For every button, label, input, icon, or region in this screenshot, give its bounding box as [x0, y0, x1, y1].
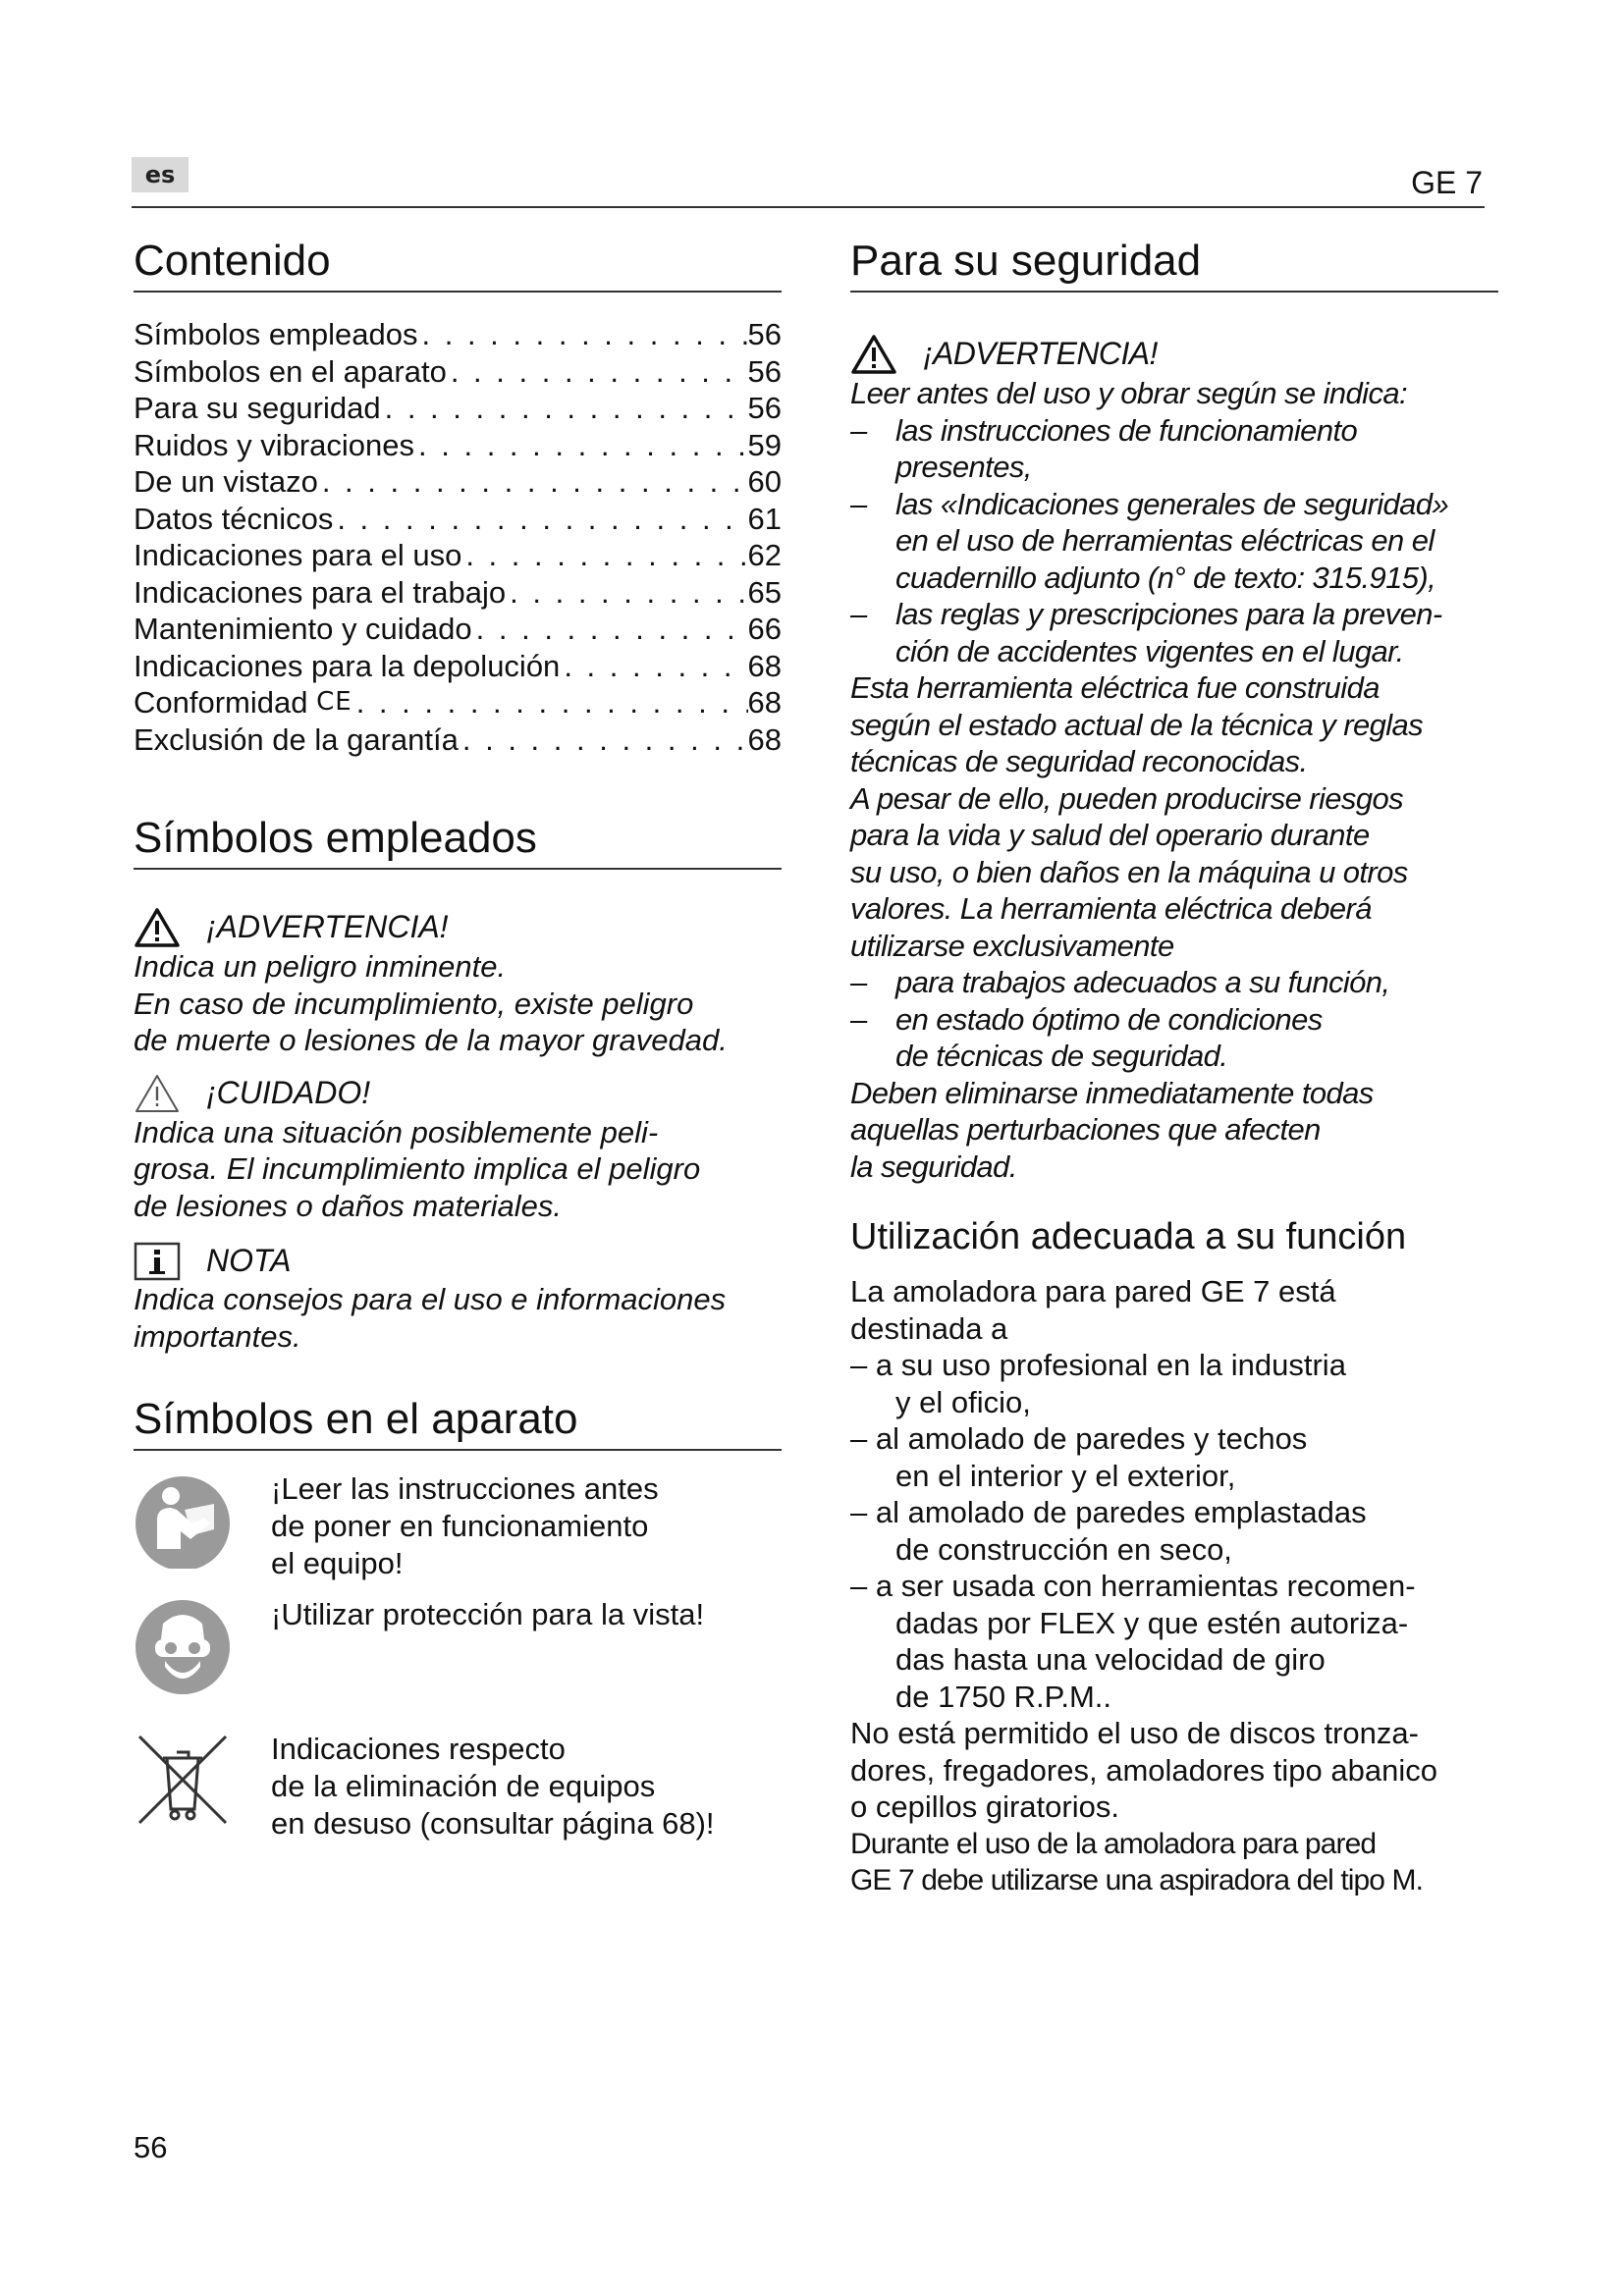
toc-entry[interactable]: De un vistazo . . . 60 [134, 463, 782, 501]
caution-heading: ¡CUIDADO! [206, 1074, 371, 1110]
note-line: importantes. [134, 1318, 301, 1354]
not-allowed-line: dores, fregadores, amoladores tipo abanico [850, 1752, 1437, 1788]
list-item: – al amolado de paredes y techos en el interior y el exterior, [850, 1421, 1308, 1493]
caution-triangle-icon [134, 1073, 181, 1114]
toc-entry[interactable]: Símbolos empleados . . . 56 [134, 316, 782, 353]
safety-section [850, 334, 1498, 1185]
header-divider [132, 206, 1485, 208]
device-symbol-text: el equipo! [271, 1546, 404, 1580]
caution-line: de lesiones o daños materiales. [134, 1188, 562, 1223]
safety-warning-heading: ¡ADVERTENCIA! [923, 336, 1158, 372]
not-allowed-line: o cepillos giratorios. [850, 1789, 1119, 1824]
eye-protection-icon [134, 1596, 232, 1703]
device-symbol-text: de la eliminación de equipos [271, 1769, 656, 1803]
list-item: – a su uso profesional en la industria y el oficio, [850, 1348, 1346, 1419]
toc-entry[interactable]: Indicaciones para el trabajo . . . 65 [134, 574, 782, 612]
note-heading: NOTA [206, 1243, 292, 1279]
warning-heading: ¡ADVERTENCIA! [206, 909, 449, 945]
toc-entry[interactable]: Indicaciones para la depolución . . . 68 [134, 648, 782, 685]
safety-paragraph-line: Deben eliminarse inmediatamente todas [850, 1075, 1374, 1110]
device-symbol-row [134, 1596, 782, 1703]
device-symbol-row [134, 1731, 782, 1842]
list-item: – al amolado de paredes emplastadas de construcción en seco, [850, 1495, 1367, 1567]
warning-line: Indica un peligro inminente. [134, 949, 507, 984]
safety-paragraph-line: valores. La herramienta eléctrica deberá [850, 891, 1372, 926]
proper-use-title: Utilización adecuada a su función [850, 1216, 1407, 1257]
safety-title: Para su seguridad [850, 236, 1498, 293]
toc-title: Contenido [134, 236, 782, 293]
proper-use-intro: destinada a [850, 1310, 1008, 1346]
warning-triangle-icon [134, 907, 181, 948]
device-symbol-text: ¡Leer las instrucciones antes [271, 1471, 659, 1506]
right-column [850, 236, 1498, 1899]
toc-entry[interactable]: Para su seguridad . . . 56 [134, 390, 782, 427]
safety-paragraph-line: para la vida y salud del operario durante [850, 818, 1370, 852]
toc-entry[interactable]: Exclusión de la garantía . . . 68 [134, 721, 782, 759]
language-badge: es [132, 157, 189, 192]
list-item: – las instrucciones de funcionamiento presentes, [850, 412, 1358, 484]
symbols-used-title: Símbolos empleados [134, 813, 782, 870]
toc-entry[interactable]: Ruidos y vibraciones . . . 59 [134, 427, 782, 464]
safety-paragraph-line: aquellas perturbaciones que afecten [850, 1112, 1321, 1147]
safety-paragraph-line: Esta herramienta eléctrica fue construida [850, 670, 1380, 705]
safety-intro: Leer antes del uso y obrar según se indica: [850, 376, 1408, 410]
warning-block [134, 907, 782, 1059]
device-symbols-title: Símbolos en el aparato [134, 1394, 782, 1451]
list-item: – las reglas y prescripciones para la preven- ción de accidentes vigentes en el lugar. [850, 597, 1442, 668]
toc-entry[interactable]: Indicaciones para el uso . . . 62 [134, 537, 782, 574]
page-number: 56 [134, 2130, 168, 2164]
list-item: – las «Indicaciones generales de seguridad» en el uso de herramientas eléctricas en el cuadernillo adjunto (n° de texto: 315.915), [850, 486, 1449, 595]
device-symbol-text: Indicaciones respecto [271, 1732, 566, 1766]
caution-line: grosa. El incumplimiento implica el peligro [134, 1151, 701, 1186]
warning-triangle-icon [850, 334, 897, 375]
ce-mark: CE [316, 687, 352, 717]
weee-bin-icon [134, 1731, 232, 1842]
toc-entry[interactable]: Mantenimiento y cuidado . . . 66 [134, 611, 782, 648]
caution-block [134, 1073, 782, 1225]
list-item: – a ser usada con herramientas recomen- dadas por FLEX y que estén autoriza- das hasta una velocidad de giro de 1750 R.P.M.. [850, 1569, 1416, 1714]
device-symbol-text: ¡Utilizar protección para la vista! [271, 1597, 705, 1631]
safety-paragraph-line: utilizarse exclusivamente [850, 928, 1174, 963]
safety-paragraph-line: la seguridad. [850, 1148, 1017, 1184]
vacuum-note-line: GE 7 debe utilizarse una aspiradora del tipo M. [850, 1864, 1424, 1896]
toc-entry[interactable]: Datos técnicos . . . 61 [134, 501, 782, 538]
warning-line: En caso de incumplimiento, existe peligro [134, 986, 694, 1021]
device-symbol-row [134, 1470, 782, 1582]
proper-use-intro: La amoladora para pared GE 7 está [850, 1274, 1336, 1308]
read-manual-icon [134, 1470, 232, 1582]
list-item: – para trabajos adecuados a su función, [850, 965, 1390, 999]
vacuum-note-line: Durante el uso de la amoladora para pared [850, 1827, 1377, 1860]
note-block [134, 1242, 782, 1355]
device-symbol-text: en desuso (consultar página 68)! [271, 1806, 715, 1841]
note-line: Indica consejos para el uso e informaciones [134, 1282, 727, 1316]
safety-paragraph-line: su uso, o bien daños en la máquina u otros [850, 854, 1408, 889]
info-icon [134, 1242, 181, 1281]
caution-line: Indica una situación posiblemente peli- [134, 1114, 659, 1149]
safety-paragraph-line: según el estado actual de la técnica y reglas [850, 707, 1424, 742]
not-allowed-line: No está permitido el uso de discos tronza- [850, 1716, 1419, 1750]
toc-entry[interactable]: Conformidad CE . . . 68 [134, 684, 782, 721]
model-name: GE 7 [1411, 165, 1483, 200]
safety-paragraph-line: A pesar de ello, pueden producirse riesgos [850, 780, 1404, 816]
left-column [134, 236, 782, 1842]
warning-line: de muerte o lesiones de la mayor gravedad. [134, 1023, 728, 1057]
table-of-contents [134, 316, 782, 758]
toc-entry[interactable]: Símbolos en el aparato . . . 56 [134, 353, 782, 391]
list-item: – en estado óptimo de condiciones de técnicas de seguridad. [850, 1001, 1323, 1073]
safety-paragraph-line: técnicas de seguridad reconocidas. [850, 744, 1308, 778]
device-symbol-text: de poner en funcionamiento [271, 1509, 649, 1543]
proper-use-section [850, 1273, 1498, 1899]
